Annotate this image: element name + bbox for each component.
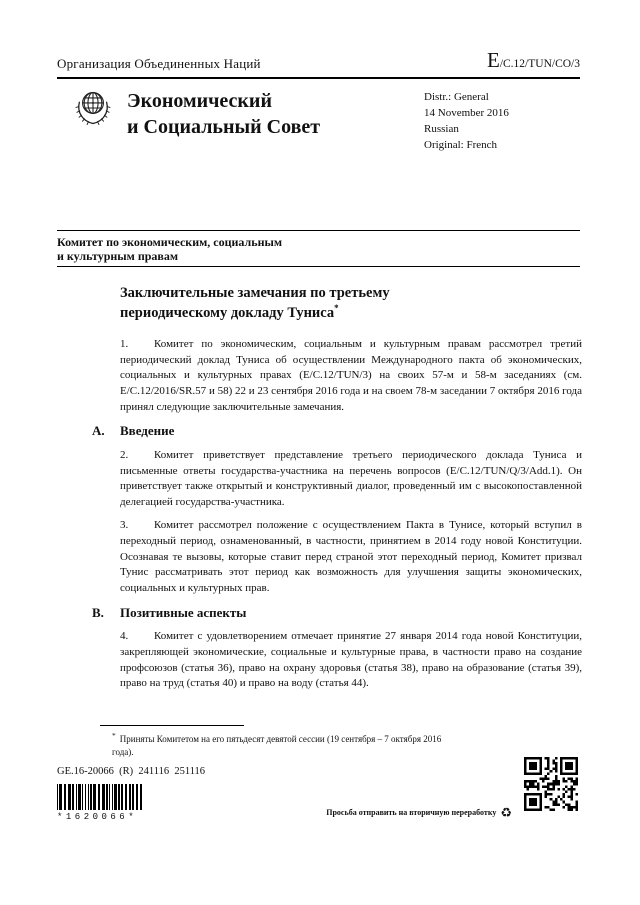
footnote-text: Приняты Комитетом на его пятьдесят девятой сессии (19 сентября – 7 октября 2016 года). [112,734,442,757]
footnote [112,731,452,758]
paragraph-4 [120,629,582,691]
paragraph-3-number: 3. [120,519,129,532]
council-title [127,88,320,140]
paragraph-3 [120,518,582,596]
paragraph-1 [120,337,582,415]
section-heading-b [92,605,582,622]
paragraph-2 [120,448,582,510]
recycle-text: Просьба отправить на вторичную переработку [326,808,497,817]
paragraph-2-number: 2. [120,449,129,462]
paragraph-2-text: Комитет приветствует представление третьего периодического доклада Туниса и письменные ответы государства-участника на перечень вопросов (E/C.12/TUN/Q/3/Add.1). Он приветствует также открытый и конструктивный диалог, проведенный им с высокопоставленной делегацией государства-участника. [120,449,582,508]
barcode-icon [57,784,157,810]
title-footnote-ref: * [334,303,339,314]
paragraph-3-text: Комитет рассмотрел положение с осуществлением Пакта в Тунисе, который вступил в переходный период, ознаменованный, в частности, принятием в 2014 году новой Конституции. Осознавая те вызовы, которые ставит перед страной этот переходный период, Комитет призвал Тунис рассматривать этот период как возможность для улучшения защиты экономических, социальных и культурных прав. [120,519,582,594]
divider-top [57,230,580,231]
council-title-line2: и Социальный Совет [127,116,321,138]
ge-number: GE.16-20066 (R) 241116 251116 [57,766,206,777]
barcode-label: *1620066* [57,812,138,822]
committee-name [57,235,282,263]
footnote-marker: * [112,731,116,740]
doc-symbol [487,50,580,72]
committee-line1: Комитет по экономическим, социальным [57,235,283,249]
masthead-top [57,50,580,79]
distribution-block [424,90,509,154]
paragraph-4-text: Комитет с удовлетворением отмечает принятие 27 января 2014 года новой Конституции, закрепляющей экономические, социальные и культурные права, в частности право на создание профсоюзов (статья 36), право на охрану здоровья (статья 38), право на образование (статья 39), право на труд (статья 40) и право на воду (статья 44). [120,630,582,690]
distr-language: Russian [424,122,459,135]
document-body [92,284,582,700]
section-heading-a [92,423,582,440]
document-title [120,284,582,323]
section-a-letter: A. [92,423,105,439]
qr-code-icon [524,757,578,811]
doc-symbol-series: E [486,48,500,72]
org-name: Организация Объединенных Наций [57,56,261,71]
section-a-title: Введение [120,423,175,439]
distr-original: Original: French [424,138,498,151]
document-title-line2: периодическому докладу Туниса [120,304,335,321]
footnote-divider [100,725,244,726]
council-title-line1: Экономический [127,90,272,112]
section-b-letter: B. [92,604,104,620]
barcode-block [57,784,157,822]
doc-symbol-number: /C.12/TUN/CO/3 [499,58,580,70]
recycle-note [326,806,512,819]
document-title-line1: Заключительные замечания по третьему [120,285,390,301]
recycle-icon: ♻ [500,805,512,820]
distr-date: 14 November 2016 [424,106,509,119]
paragraph-1-number: 1. [120,338,129,351]
un-emblem-icon [70,85,116,131]
committee-line2: и культурным правам [57,249,179,264]
paragraph-1-text: Комитет по экономическим, социальным и культурным правам рассмотрел третий периодический доклад Туниса об осуществлении Международного пакта об экономических, социальных и культурных правах (E/C.12/TUN/3) на своих 57-м и 58-м заседаниях (см. E/C.12/2016/SR.57 и 58) 22 и 23 сентября 2016 года и на своем 78-м заседании 7 октября 2016 года принял следующие заключительные замечания. [120,338,582,413]
divider-committee [57,266,580,267]
section-b-title: Позитивные аспекты [120,604,247,620]
distr-type: Distr.: General [424,91,489,103]
paragraph-4-number: 4. [120,630,129,643]
